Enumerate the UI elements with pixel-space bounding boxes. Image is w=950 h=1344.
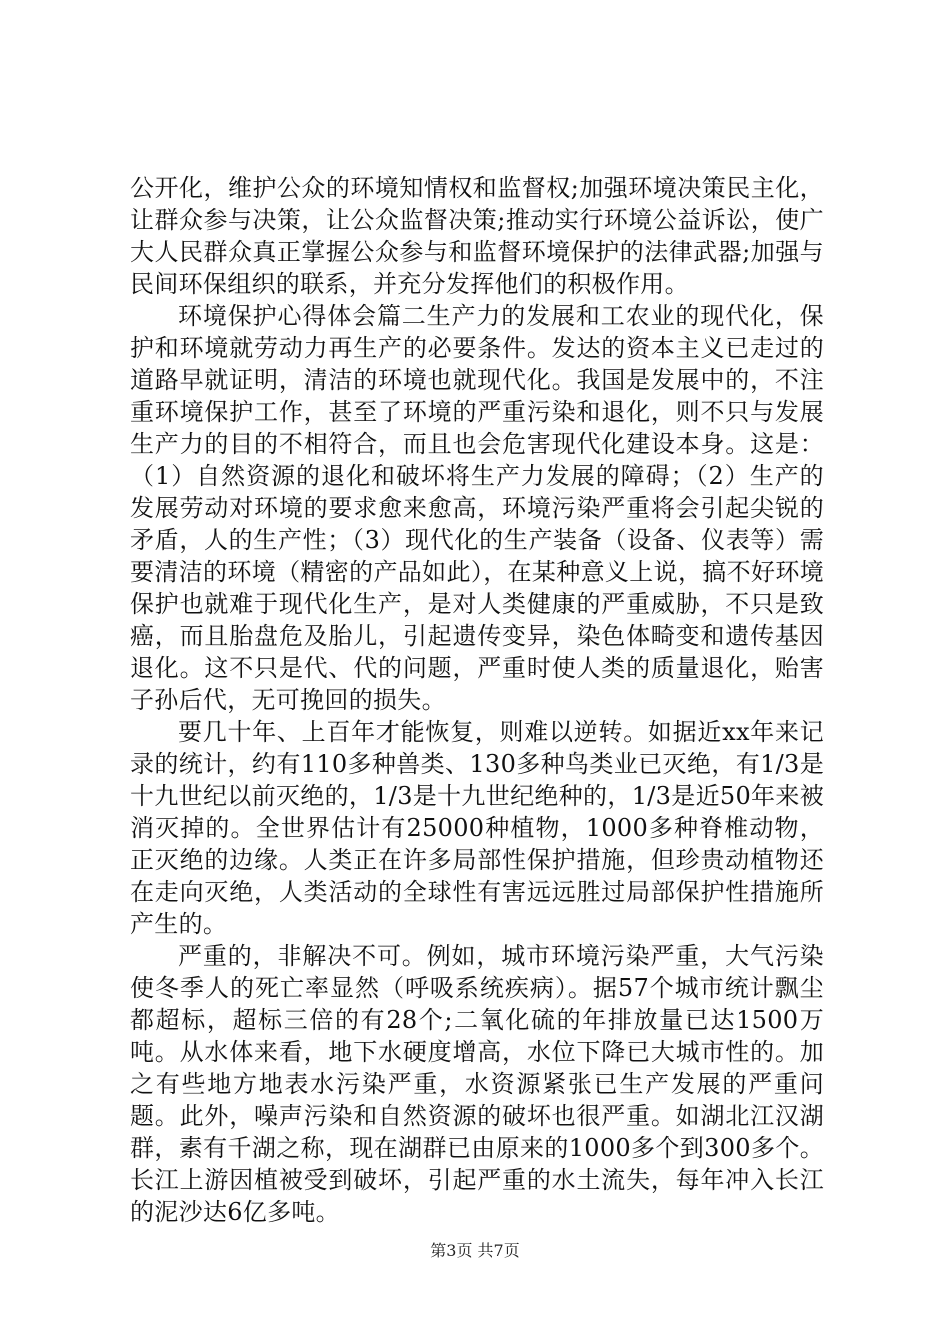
paragraph-4: 严重的，非解决不可。例如，城市环境污染严重，大气污染使冬季人的死亡率显然（呼吸系统疾病）。据57个城市统计飘尘都超标，超标三倍的有28个;二氧化硫的年排放量已达1500万吨。从水体来看，地下水硬度增高，水位下降已大城市性的。加之有些地方地表水污染严重，水资源紧张已生产发展的严重问题。此外，噪声污染和自然资源的破坏也很严重。如湖北江汉湖群，素有千湖之称，现在湖群已由原来的1000多个到300多个。长江上游因植被受到破坏，引起严重的水土流失，每年冲入长江的泥沙达6亿多吨。: [130, 942, 824, 1226]
paragraph-2: 环境保护心得体会篇二生产力的发展和工农业的现代化，保护和环境就劳动力再生产的必要条件。发达的资本主义已走过的道路早就证明，清洁的环境也就现代化。我国是发展中的，不注重环境保护工作，甚至了环境的严重污染和退化，则不只与发展生产力的目的不相符合，而且也会危害现代化建设本身。这是：（1）自然资源的退化和破坏将生产力发展的障碍；（2）生产的发展劳动对环境的要求愈来愈高，环境污染严重将会引起尖锐的矛盾，人的生产性；（3）现代化的生产装备（设备、仪表等）需要清洁的环境（精密的产品如此），在某种意义上说，搞不好环境保护也就难于现代化生产，是对人类健康的严重威胁，不只是致癌，而且胎盘危及胎儿，引起遗传变异，染色体畸变和遗传基因退化。这不只是代、代的问题，严重时使人类的质量退化，贻害子孙后代，无可挽回的损失。: [130, 302, 824, 714]
document-body: [130, 172, 824, 1228]
page-number-label: 第3页 共7页: [430, 1241, 520, 1260]
paragraph-1: 公开化，维护公众的环境知情权和监督权;加强环境决策民主化，让群众参与决策，让公众监督决策;推动实行环境公益诉讼，使广大人民群众真正掌握公众参与和监督环境保护的法律武器;加强与民间环保组织的联系，并充分发挥他们的积极作用。: [130, 174, 824, 298]
page-footer: [0, 1240, 950, 1262]
paragraph-3: 要几十年、上百年才能恢复，则难以逆转。如据近xx年来记录的统计，约有110多种兽类、130多种鸟类业已灭绝，有1/3是十九世纪以前灭绝的，1/3是十九世纪绝种的，1/3是近50年来被消灭掉的。全世界估计有25000种植物，1000多种脊椎动物，正灭绝的边缘。人类正在许多局部性保护措施，但珍贵动植物还在走向灭绝，人类活动的全球性有害远远胜过局部保护性措施所产生的。: [130, 718, 824, 938]
